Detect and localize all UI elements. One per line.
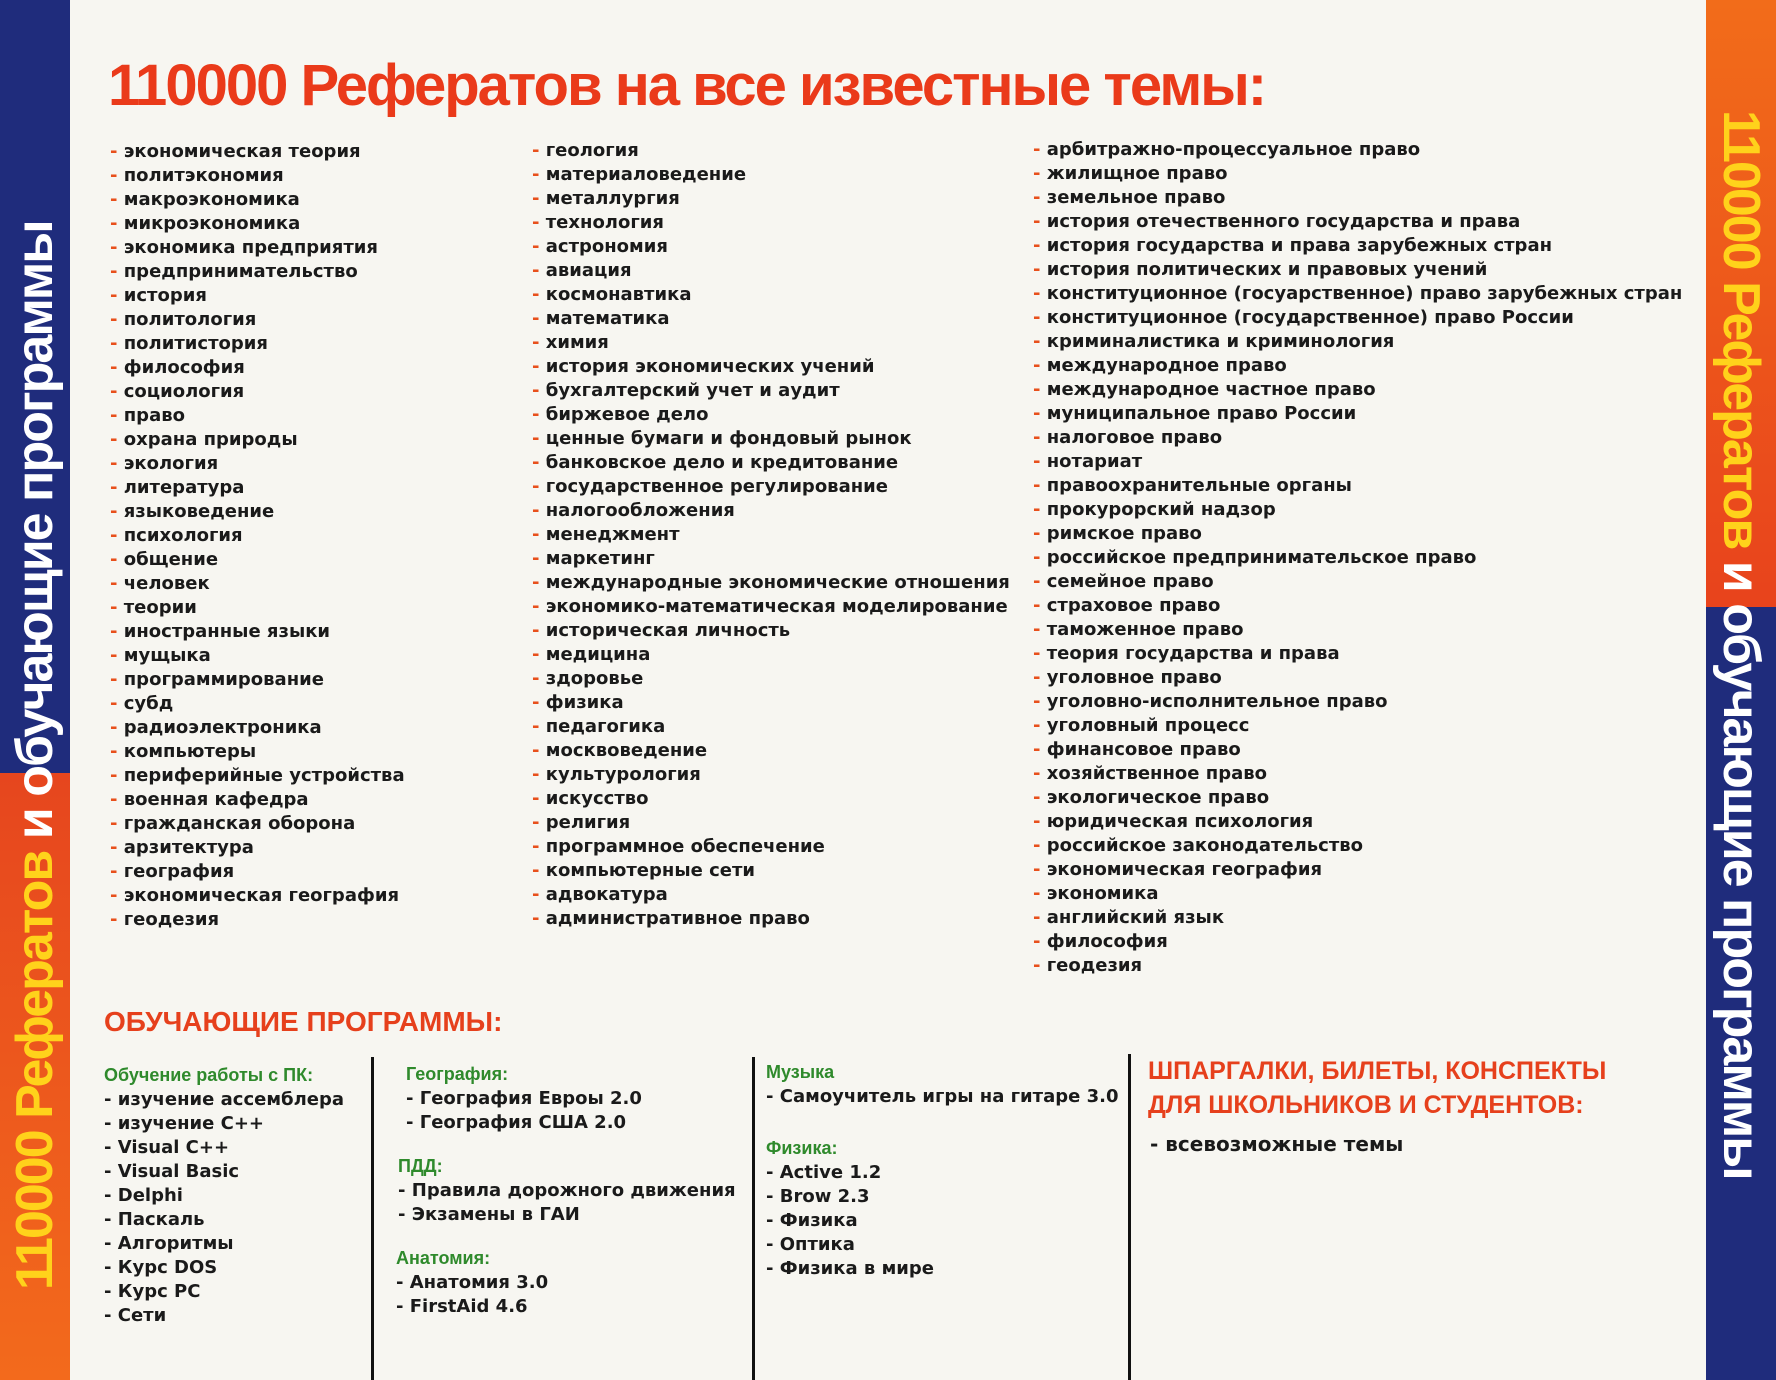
list-item: - философия [1033,930,1682,954]
pdd-list [398,1179,736,1227]
list-item: - человек [110,572,405,596]
list-item: - периферийные устройства [110,764,405,788]
list-item: - компьютеры [110,740,405,764]
list-item: - культурология [532,763,1010,787]
list-item: - География Евроы 2.0 [406,1087,642,1111]
list-item: - FirstAid 4.6 [396,1295,548,1319]
list-item: - металлургия [532,187,1010,211]
list-item: - гражданская оборона [110,812,405,836]
list-item: - военная кафедра [110,788,405,812]
list-item: - хозяйственное право [1033,762,1682,786]
list-item: - уголовное право [1033,666,1682,690]
list-item: - москвоведение [532,739,1010,763]
list-item: - радиоэлектроника [110,716,405,740]
list-item: - правоохранительные органы [1033,474,1682,498]
list-item: - история государства и права зарубежных стран [1033,234,1682,258]
list-item: - предпринимательство [110,260,405,284]
list-item: - российское предпринимательское право [1033,546,1682,570]
list-item: - римское право [1033,522,1682,546]
list-item: - Visual C++ [104,1136,344,1160]
list-item: - арбитражно-процессуальное право [1033,138,1682,162]
list-item: - Brow 2.3 [766,1185,934,1209]
list-item: - геология [532,139,1010,163]
list-item: - право [110,404,405,428]
divider [1128,1054,1131,1380]
cheat-title-line-1: ШПАРГАЛКИ, БИЛЕТЫ, КОНСПЕКТЫ [1148,1057,1607,1085]
list-item: - субд [110,692,405,716]
list-item: - религия [532,811,1010,835]
list-item: - География США 2.0 [406,1111,642,1135]
list-item: - мущыка [110,644,405,668]
list-item: - физика [532,691,1010,715]
list-item: - экономическая теория [110,140,405,164]
list-item: - Паскаль [104,1208,344,1232]
right-spine [1706,0,1776,1380]
list-item: - Правила дорожного движения [398,1179,736,1203]
list-item: - экологическое право [1033,786,1682,810]
cheat-title-line-2: ДЛЯ ШКОЛЬНИКОВ И СТУДЕНТОВ: [1148,1091,1584,1119]
list-item: - Active 1.2 [766,1161,934,1185]
list-item: - авиация [532,259,1010,283]
list-item: - уголовно-исполнительное право [1033,690,1682,714]
list-item: - философия [110,356,405,380]
list-item: - макроэкономика [110,188,405,212]
list-item: - охрана природы [110,428,405,452]
pc-list [104,1088,344,1328]
list-item: - Физика в мире [766,1257,934,1281]
list-item: - международное право [1033,354,1682,378]
list-item: - экономика предприятия [110,236,405,260]
list-item: - юридическая психология [1033,810,1682,834]
list-item: - экономико-математическая моделирование [532,595,1010,619]
list-item: - здоровье [532,667,1010,691]
list-item: - прокурорский надзор [1033,498,1682,522]
list-item: - налогообложения [532,499,1010,523]
list-item: - материаловедение [532,163,1010,187]
programs-title: ОБУЧАЮЩИЕ ПРОГРАММЫ: [104,1006,503,1037]
list-item: - экономическая география [1033,858,1682,882]
list-item: - космонавтика [532,283,1010,307]
page-title: 110000 Рефератов на все известные темы: [108,53,1266,118]
list-item: - экология [110,452,405,476]
list-item: - изучение С++ [104,1112,344,1136]
list-item: - менеджмент [532,523,1010,547]
list-item: - конституционное (государственное) право России [1033,306,1682,330]
divider [752,1057,755,1380]
spine-count-text: 110000 Рефератов [1712,110,1770,549]
list-item: - изучение ассемблера [104,1088,344,1112]
list-item: - Сети [104,1304,344,1328]
list-item: - семейное право [1033,570,1682,594]
spine-count-text: 110000 Рефератов [6,851,64,1290]
list-item: - Физика [766,1209,934,1233]
music-list [766,1085,1119,1109]
list-item: - история экономических учений [532,355,1010,379]
anatomy-heading: Анатомия: [396,1248,491,1268]
list-item: - география [110,860,405,884]
list-item: - английский язык [1033,906,1682,930]
topics-column-2 [532,139,1010,931]
list-item: - политистория [110,332,405,356]
list-item: - программирование [110,668,405,692]
music-heading: Музыка [766,1062,835,1082]
list-item: - финансовое право [1033,738,1682,762]
list-item: - страховое право [1033,594,1682,618]
list-item: - история политических и правовых учений [1033,258,1682,282]
list-item: - международное частное право [1033,378,1682,402]
list-item: - история отечественного государства и права [1033,210,1682,234]
list-item: - общение [110,548,405,572]
list-item: - бухгалтерский учет и аудит [532,379,1010,403]
list-item: - Visual Basic [104,1160,344,1184]
list-item: - земельное право [1033,186,1682,210]
left-spine [0,0,70,1380]
list-item: - геодезия [110,908,405,932]
list-item: - всевозможные темы [1150,1132,1403,1156]
list-item: - Оптика [766,1233,934,1257]
list-item: - компьютерные сети [532,859,1010,883]
spine-programs-text: и обучающие программы [1712,560,1770,1179]
list-item: - математика [532,307,1010,331]
topics-column-1 [110,140,405,932]
list-item: - программное обеспечение [532,835,1010,859]
topics-column-3 [1033,138,1682,978]
divider [371,1057,374,1380]
pc-heading: Обучение работы с ПК: [104,1065,314,1085]
list-item: - история [110,284,405,308]
cheat-list [1150,1132,1403,1156]
list-item: - криминалистика и криминология [1033,330,1682,354]
list-item: - Самоучитель игры на гитаре 3.0 [766,1085,1119,1109]
list-item: - Курс DOS [104,1256,344,1280]
list-item: - Курс PC [104,1280,344,1304]
pdd-heading: ПДД: [398,1156,443,1176]
list-item: - теория государства и права [1033,642,1682,666]
list-item: - психология [110,524,405,548]
list-item: - административное право [532,907,1010,931]
anatomy-list [396,1271,548,1319]
list-item: - искусство [532,787,1010,811]
list-item: - астрономия [532,235,1010,259]
list-item: - муниципальное право России [1033,402,1682,426]
list-item: - таможенное право [1033,618,1682,642]
list-item: - жилищное право [1033,162,1682,186]
list-item: - международные экономические отношения [532,571,1010,595]
left-spine-text [5,221,65,1290]
list-item: - Алгоритмы [104,1232,344,1256]
right-spine-text [1711,110,1771,1179]
list-item: - теории [110,596,405,620]
list-item: - маркетинг [532,547,1010,571]
list-item: - педагогика [532,715,1010,739]
list-item: - экономическая география [110,884,405,908]
list-item: - технология [532,211,1010,235]
list-item: - микроэкономика [110,212,405,236]
cheat-sheets-title [1148,1054,1606,1122]
list-item: - политология [110,308,405,332]
list-item: - Delphi [104,1184,344,1208]
list-item: - государственное регулирование [532,475,1010,499]
list-item: - Анатомия 3.0 [396,1271,548,1295]
list-item: - уголовный процесс [1033,714,1682,738]
list-item: - Экзамены в ГАИ [398,1203,736,1227]
list-item: - политэкономия [110,164,405,188]
list-item: - налоговое право [1033,426,1682,450]
geography-heading: География: [406,1064,509,1084]
geography-list [406,1087,642,1135]
list-item: - языковедение [110,500,405,524]
list-item: - конституционное (госуарственное) право зарубежных стран [1033,282,1682,306]
list-item: - российское законодательство [1033,834,1682,858]
list-item: - литература [110,476,405,500]
list-item: - нотариат [1033,450,1682,474]
list-item: - социология [110,380,405,404]
list-item: - химия [532,331,1010,355]
list-item: - геодезия [1033,954,1682,978]
spine-programs-text: и обучающие программы [6,221,64,840]
physics-heading: Физика: [766,1138,838,1158]
list-item: - адвокатура [532,883,1010,907]
list-item: - экономика [1033,882,1682,906]
list-item: - иностранные языки [110,620,405,644]
list-item: - историческая личность [532,619,1010,643]
list-item: - медицина [532,643,1010,667]
list-item: - арзитектура [110,836,405,860]
list-item: - банковское дело и кредитование [532,451,1010,475]
physics-list [766,1161,934,1281]
list-item: - биржевое дело [532,403,1010,427]
list-item: - ценные бумаги и фондовый рынок [532,427,1010,451]
